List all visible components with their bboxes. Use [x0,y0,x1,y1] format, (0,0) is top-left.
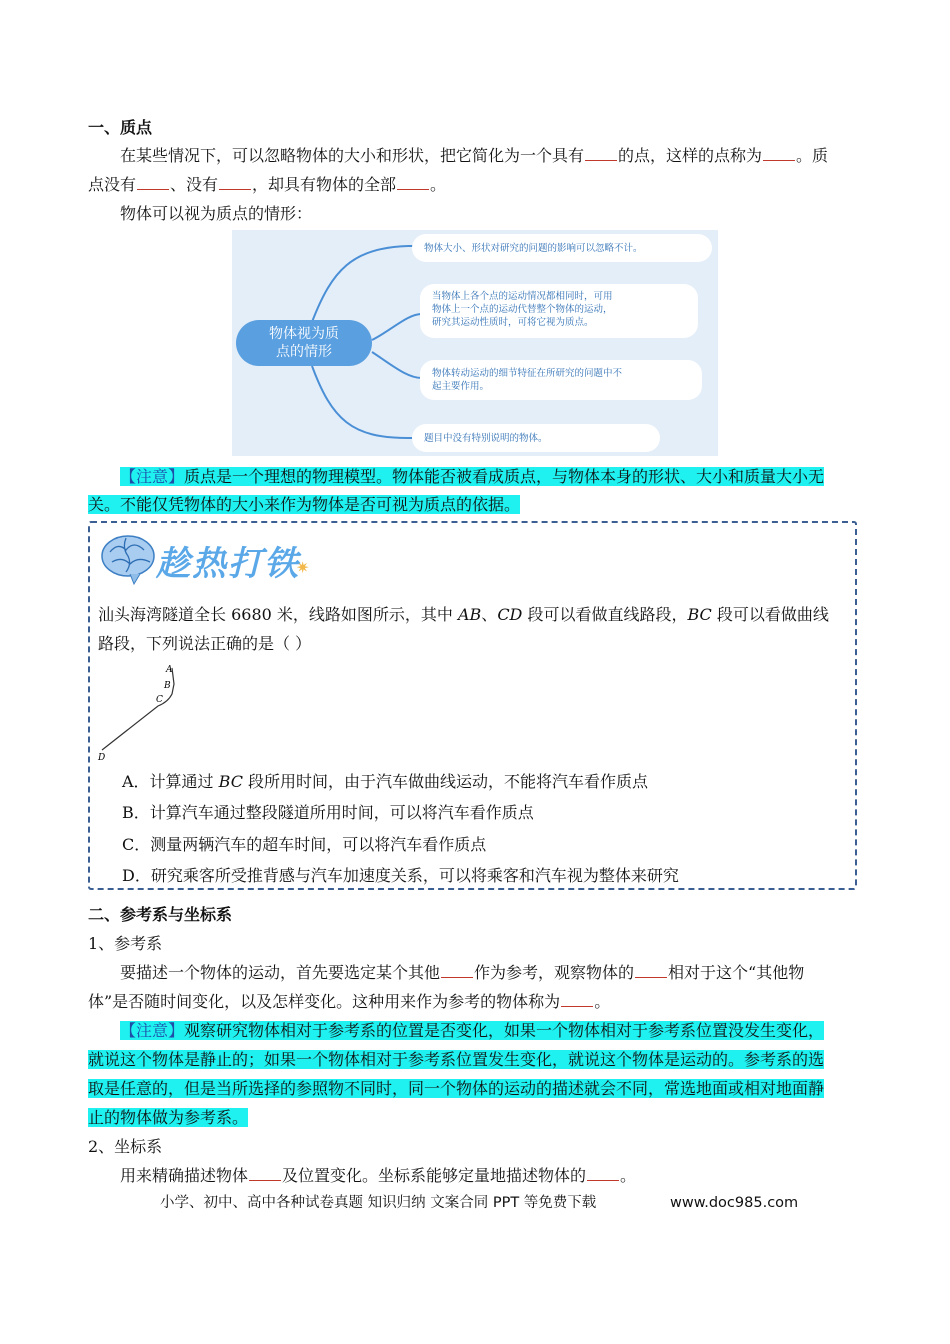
fill-blank[interactable] [587,1165,619,1181]
option-c[interactable]: C．测量两辆汽车的超车时间，可以将汽车看作质点 [122,835,487,854]
note-line [88,1107,248,1129]
option-b[interactable]: B．计算汽车通过整段隧道所用时间，可以将汽车看作质点 [122,803,534,822]
text: 体”是否随时间变化，以及怎样变化。这种用来作为参考的物体称为 [88,992,561,1011]
note-line [120,466,824,488]
subheading: 2、坐标系 [88,1137,163,1156]
segment-label: BC [218,772,243,791]
item-line: 研究其运动性质时，可将它视为质点。 [432,317,594,328]
text: 、 [481,605,498,624]
option-d[interactable]: D．研究乘客所受推背感与汽车加速度关系，可以将乘客和汽车视为整体来研究 [122,866,679,885]
fill-blank[interactable] [219,174,251,190]
mindmap-item-3 [420,360,702,400]
note-line [88,494,520,516]
segment-label: CD [497,605,523,624]
note-text: 就说这个物体是静止的；如果一个物体相对于参考系位置发生变化，就说这个物体是运动的。参考系的选 [88,1050,825,1069]
paragraph-line [120,1165,636,1187]
item-line: 物体转动运动的细节特征在所研究的问题中不 [432,368,623,379]
footer-link[interactable]: www.doc985.com [670,1195,799,1211]
subheading: 1、参考系 [88,934,163,953]
item-line: 起主要作用。 [432,381,490,392]
item-line: 物体上一个点的运动代替整个物体的运动， [432,304,613,315]
mindmap-figure [232,230,718,456]
point-label-c: C [156,695,163,705]
text: 的点，这样的点称为 [618,146,763,165]
text: 汕头海湾隧道全长 6680 米，线路如图所示，其中 [98,605,458,624]
item-line: 题目中没有特别说明的物体。 [424,433,548,444]
paragraph-line: 物体可以视为质点的情形： [120,204,313,223]
paragraph-line [120,145,828,167]
note-text: 质点是一个理想的物理模型。物体能否被看成质点，与物体本身的形状、大小和质量大小无 [184,467,825,486]
section-heading-reference: 二、参考系与坐标系 [88,905,233,924]
note-line [88,1078,824,1100]
note-text: 止的物体做为参考系。 [88,1108,249,1127]
mindmap-item-2 [420,284,698,338]
text: ，却具有物体的全部 [252,175,397,194]
note-tag: 【注意】 [120,467,185,486]
item-line: 当物体上各个点的运动情况都相同时，可用 [432,291,613,302]
point-label-a: A [166,665,173,675]
note-tag: 【注意】 [120,1021,185,1040]
sparkle-icon: ✷ [296,558,310,577]
text: 在某些情况下，可以忽略物体的大小和形状，把它简化为一个具有 [120,146,585,165]
note-text: 关。不能仅凭物体的大小来作为物体是否可视为质点的依据。 [88,495,521,514]
text: 。质 [796,146,829,165]
footer-text: 小学、初中、高中各种试卷真题 知识归纳 文案合同 PPT 等免费下载 [160,1195,597,1211]
point-label-d: D [98,753,106,763]
text: A．计算通过 [122,772,219,791]
note-line [120,1020,824,1042]
text: 点没有 [88,175,137,194]
note-line [88,1049,824,1071]
exercise-badge [100,528,310,590]
fill-blank[interactable] [397,174,429,190]
section-heading-particle: 一、质点 [88,118,153,137]
fill-blank[interactable] [561,991,593,1007]
mindmap-item-4 [412,424,660,452]
paragraph-line [88,174,446,196]
text: 。 [430,175,447,194]
item-line: 物体大小、形状对研究的问题的影响可以忽略不计。 [424,243,643,254]
fill-blank[interactable] [137,174,169,190]
segment-label: BC [687,605,712,624]
text: 作为参考，观察物体的 [474,963,635,982]
text: 。 [620,1166,637,1185]
text: 及位置变化。坐标系能够定量地描述物体的 [282,1166,587,1185]
text: 段所用时间，由于汽车做曲线运动，不能将汽车看作质点 [242,772,649,791]
fill-blank[interactable] [635,962,667,978]
note-text: 观察研究物体相对于参考系的位置是否变化，如果一个物体相对于参考系位置没发生变化， [184,1021,825,1040]
brain-icon [100,528,160,588]
tunnel-route-diagram [96,662,186,764]
text: 用来精确描述物体 [120,1166,249,1185]
paragraph-line [120,962,804,984]
question-line: 路段，下列说法正确的是（ ） [98,634,312,653]
text: 、没有 [170,175,219,194]
text: 。 [594,992,611,1011]
fill-blank[interactable] [763,145,795,161]
badge-title: 趁热打铁 [156,544,300,584]
center-line: 点的情形 [276,344,332,360]
question-line [98,604,829,626]
text: 段可以看做直线路段， [522,605,688,624]
point-label-b: B [164,681,171,691]
text: 要描述一个物体的运动，首先要选定某个其他 [120,963,441,982]
fill-blank[interactable] [441,962,473,978]
segment-label: AB [457,605,482,624]
option-a[interactable] [122,771,648,793]
mindmap-center-node [236,320,372,366]
text: 相对于这个“其他物 [668,963,805,982]
text: 段可以看做曲线 [711,605,829,624]
paragraph-line [88,991,610,1013]
fill-blank[interactable] [249,1165,281,1181]
mindmap-item-1 [412,234,712,262]
center-line: 物体视为质 [269,326,339,342]
note-text: 取是任意的，但是当所选择的参照物不同时，同一个物体的运动的描述就会不同，常选地面或相对地面静 [88,1079,825,1098]
fill-blank[interactable] [585,145,617,161]
